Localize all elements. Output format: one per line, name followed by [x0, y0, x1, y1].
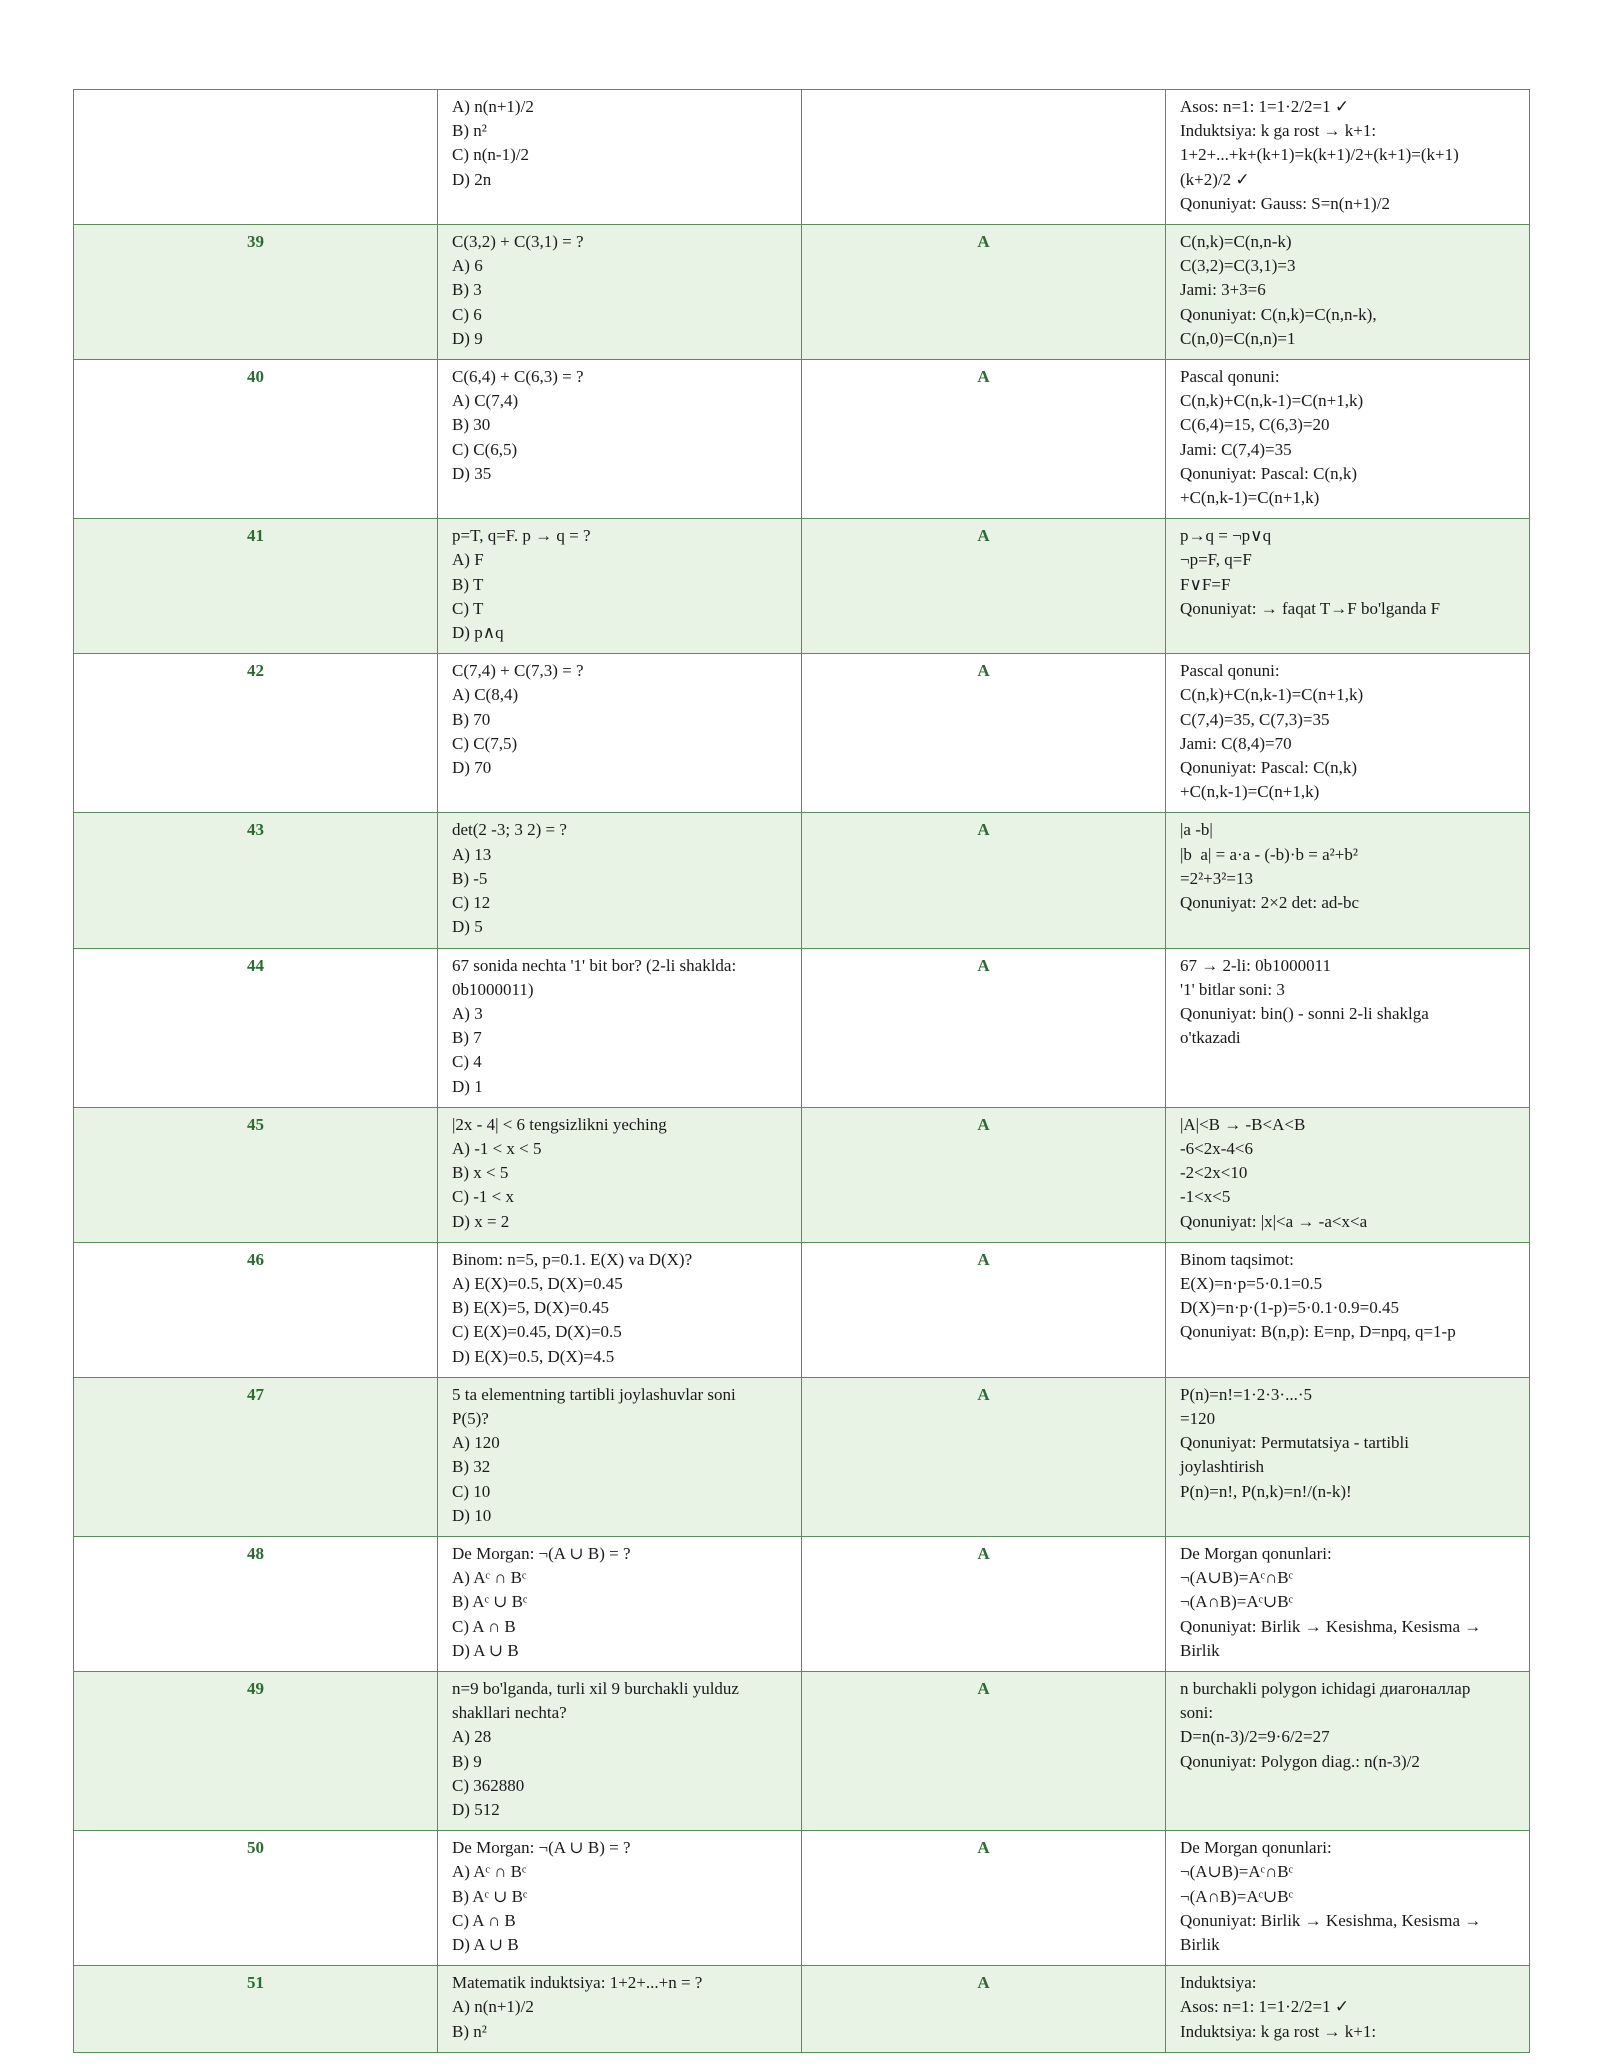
question-number: 41 [74, 519, 438, 654]
explanation-line: Qonuniyat: Birlik → Kesishma, Kesisma → [1180, 1616, 1482, 1636]
explanation-line: Qonuniyat: → faqat T→F bo'lganda F [1180, 598, 1441, 618]
answer-option: C) 12 [452, 893, 491, 913]
answer-option: C) 6 [452, 304, 482, 324]
question-cell [438, 948, 802, 1107]
question-cell [438, 360, 802, 519]
question-number: 46 [74, 1242, 438, 1377]
explanation-line: Qonuniyat: Pascal: C(n,k) [1180, 463, 1358, 483]
answer-option: A) F [452, 550, 484, 570]
answer-option: B) x < 5 [452, 1163, 509, 1183]
explanation-line: Induktsiya: [1180, 1973, 1257, 1993]
question-number: 49 [74, 1671, 438, 1830]
answer-option: D) 35 [452, 463, 492, 483]
explanation-line: ¬(A∪B)=Aᶜ∩Bᶜ [1180, 1568, 1293, 1588]
correct-answer: A [802, 1966, 1166, 2053]
answer-option: A) 3 [452, 1003, 483, 1023]
answer-option: C) C(7,5) [452, 733, 518, 753]
explanation-line: C(n,k)+C(n,k-1)=C(n+1,k) [1180, 391, 1364, 411]
correct-answer: A [802, 519, 1166, 654]
question-text: C(6,4) + C(6,3) = ? [452, 367, 584, 387]
answer-option: shakllari nechta? [452, 1703, 567, 1723]
explanation-line: C(3,2)=C(3,1)=3 [1180, 256, 1296, 276]
question-text: 67 sonida nechta '1' bit bor? (2-li shaklda: [452, 955, 737, 975]
answer-option: D) A ∪ B [452, 1640, 519, 1660]
correct-answer: A [802, 1377, 1166, 1536]
question-cell [438, 1831, 802, 1966]
question-cell [438, 1377, 802, 1536]
explanation-line: |b a| = a·a - (-b)·b = a²+b² [1180, 844, 1358, 864]
explanation-line: Qonuniyat: B(n,p): E=np, D=npq, q=1-p [1180, 1322, 1456, 1342]
explanation-line: +C(n,k-1)=C(n+1,k) [1180, 782, 1320, 802]
correct-answer: A [802, 225, 1166, 360]
explanation-cell [1166, 813, 1530, 948]
answer-option: D) 5 [452, 917, 483, 937]
explanation-cell [1166, 360, 1530, 519]
answer-option: A) C(7,4) [452, 391, 519, 411]
explanation-line: =2²+3²=13 [1180, 868, 1253, 888]
explanation-line: Binom taqsimot: [1180, 1249, 1294, 1269]
correct-answer: A [802, 813, 1166, 948]
table-row [74, 1242, 1530, 1377]
correct-answer: A [802, 1831, 1166, 1966]
question-number: 45 [74, 1107, 438, 1242]
answer-option: B) 70 [452, 709, 491, 729]
answer-option: A) E(X)=0.5, D(X)=0.45 [452, 1273, 623, 1293]
explanation-line: Induktsiya: k ga rost → k+1: [1180, 2021, 1377, 2041]
question-number [74, 90, 438, 225]
explanation-line: |A|<B → -B<A<B [1180, 1114, 1306, 1134]
explanation-cell [1166, 90, 1530, 225]
table-row [74, 90, 1530, 225]
explanation-line: ¬p=F, q=F [1180, 550, 1252, 570]
explanation-line: -6<2x-4<6 [1180, 1138, 1253, 1158]
explanation-line: Pascal qonuni: [1180, 367, 1280, 387]
explanation-line: ¬(A∩B)=Aᶜ∪Bᶜ [1180, 1592, 1293, 1612]
answer-option: A) 28 [452, 1727, 492, 1747]
table-row [74, 225, 1530, 360]
answer-option: A) 13 [452, 844, 492, 864]
explanation-cell [1166, 1966, 1530, 2053]
question-text: Binom: n=5, p=0.1. E(X) va D(X)? [452, 1249, 693, 1269]
explanation-line: '1' bitlar soni: 3 [1180, 979, 1285, 999]
explanation-cell [1166, 1671, 1530, 1830]
question-text: C(7,4) + C(7,3) = ? [452, 661, 584, 681]
table-row [74, 360, 1530, 519]
explanation-line: Qonuniyat: Polygon diag.: n(n-3)/2 [1180, 1751, 1420, 1771]
table-row [74, 1107, 1530, 1242]
explanation-line: C(n,0)=C(n,n)=1 [1180, 328, 1296, 348]
table-row [74, 1671, 1530, 1830]
question-text: De Morgan: ¬(A ∪ B) = ? [452, 1543, 631, 1563]
table-row [74, 519, 1530, 654]
table-row [74, 654, 1530, 813]
explanation-line: (k+2)/2 ✓ [1180, 169, 1250, 189]
explanation-line: 67 → 2-li: 0b1000011 [1180, 955, 1331, 975]
question-number: 44 [74, 948, 438, 1107]
explanation-line: De Morgan qonunlari: [1180, 1543, 1332, 1563]
explanation-line: C(n,k)+C(n,k-1)=C(n+1,k) [1180, 685, 1364, 705]
table-row [74, 948, 1530, 1107]
question-cell [438, 90, 802, 225]
correct-answer: A [802, 1107, 1166, 1242]
answer-option: B) 7 [452, 1028, 482, 1048]
question-cell [438, 1107, 802, 1242]
correct-answer [802, 90, 1166, 225]
explanation-line: Qonuniyat: bin() - sonni 2-li shaklga [1180, 1003, 1429, 1023]
question-text: |2x - 4| < 6 tengsizlikni yeching [452, 1114, 667, 1134]
table-row [74, 1536, 1530, 1671]
explanation-line: P(n)=n!=1·2·3·...·5 [1180, 1384, 1313, 1404]
question-cell [438, 813, 802, 948]
explanation-line: D(X)=n·p·(1-p)=5·0.1·0.9=0.45 [1180, 1298, 1400, 1318]
answer-option: A) 120 [452, 1433, 500, 1453]
explanation-line: Qonuniyat: Birlik → Kesishma, Kesisma → [1180, 1910, 1482, 1930]
explanation-line: -1<x<5 [1180, 1187, 1231, 1207]
correct-answer: A [802, 1671, 1166, 1830]
explanation-line: F∨F=F [1180, 574, 1231, 594]
question-number: 43 [74, 813, 438, 948]
answer-option: C) n(n-1)/2 [452, 145, 529, 165]
answer-option: B) T [452, 574, 484, 594]
question-cell [438, 1671, 802, 1830]
question-text: Matematik induktsiya: 1+2+...+n = ? [452, 1973, 703, 1993]
answer-option: 0b1000011) [452, 979, 534, 999]
explanation-line: Qonuniyat: Pascal: C(n,k) [1180, 758, 1358, 778]
explanation-line: -2<2x<10 [1180, 1163, 1248, 1183]
answer-option: A) Aᶜ ∩ Bᶜ [452, 1568, 527, 1588]
question-number: 47 [74, 1377, 438, 1536]
correct-answer: A [802, 1536, 1166, 1671]
answer-option: D) 2n [452, 169, 492, 189]
explanation-cell [1166, 225, 1530, 360]
explanation-line: Pascal qonuni: [1180, 661, 1280, 681]
answer-option: D) 9 [452, 328, 483, 348]
answer-option: D) 10 [452, 1505, 492, 1525]
questions-table [73, 89, 1530, 2053]
explanation-line: Qonuniyat: |x|<a → -a<x<a [1180, 1211, 1368, 1231]
answer-option: B) E(X)=5, D(X)=0.45 [452, 1298, 610, 1318]
answer-option: A) n(n+1)/2 [452, 97, 534, 116]
answer-option: D) A ∪ B [452, 1935, 519, 1955]
question-number: 48 [74, 1536, 438, 1671]
explanation-line: Asos: n=1: 1=1·2/2=1 ✓ [1180, 1997, 1350, 2017]
question-text: p=T, q=F. p → q = ? [452, 526, 591, 546]
explanation-line: E(X)=n·p=5·0.1=0.5 [1180, 1273, 1323, 1293]
answer-option: B) -5 [452, 868, 488, 888]
answer-option: C) 362880 [452, 1775, 525, 1795]
explanation-line: C(n,k)=C(n,n-k) [1180, 232, 1292, 252]
explanation-line: n burchakli polygon ichidagi диагоналлар [1180, 1678, 1471, 1698]
question-cell [438, 1242, 802, 1377]
table-row [74, 813, 1530, 948]
explanation-line: Qonuniyat: 2×2 det: ad-bc [1180, 893, 1360, 913]
answer-option: D) p∧q [452, 623, 504, 643]
explanation-line: +C(n,k-1)=C(n+1,k) [1180, 488, 1320, 508]
explanation-line: soni: [1180, 1703, 1214, 1723]
answer-option: D) 512 [452, 1800, 500, 1819]
explanation-line: p→q = ¬p∨q [1180, 526, 1272, 546]
question-number: 42 [74, 654, 438, 813]
answer-option: B) 32 [452, 1457, 491, 1477]
question-text: 5 ta elementning tartibli joylashuvlar soni [452, 1384, 736, 1404]
explanation-cell [1166, 654, 1530, 813]
answer-option: B) 30 [452, 415, 491, 435]
answer-option: C) E(X)=0.45, D(X)=0.5 [452, 1322, 622, 1342]
question-number: 40 [74, 360, 438, 519]
explanation-line: Jami: 3+3=6 [1180, 280, 1266, 300]
explanation-line: Asos: n=1: 1=1·2/2=1 ✓ [1180, 97, 1350, 116]
answer-option: A) n(n+1)/2 [452, 1997, 534, 2017]
explanation-cell [1166, 1831, 1530, 1966]
answer-option: B) n² [452, 2021, 487, 2041]
question-number: 50 [74, 1831, 438, 1966]
explanation-line: Jami: C(7,4)=35 [1180, 439, 1292, 459]
explanation-line: 1+2+...+k+(k+1)=k(k+1)/2+(k+1)=(k+1) [1180, 145, 1459, 165]
explanation-line: De Morgan qonunlari: [1180, 1838, 1332, 1858]
explanation-cell [1166, 519, 1530, 654]
explanation-line: Jami: C(8,4)=70 [1180, 733, 1292, 753]
explanation-line: |a -b| [1180, 820, 1213, 840]
explanation-line: =120 [1180, 1408, 1216, 1428]
question-number: 51 [74, 1966, 438, 2053]
answer-option: A) 6 [452, 256, 483, 276]
explanation-line: D=n(n-3)/2=9·6/2=27 [1180, 1727, 1330, 1747]
question-text: det(2 -3; 3 2) = ? [452, 820, 567, 840]
answer-option: C) C(6,5) [452, 439, 518, 459]
correct-answer: A [802, 1242, 1166, 1377]
explanation-line: Birlik [1180, 1640, 1220, 1660]
explanation-line: ¬(A∩B)=Aᶜ∪Bᶜ [1180, 1886, 1293, 1906]
answer-option: D) 70 [452, 758, 492, 778]
explanation-cell [1166, 1377, 1530, 1536]
explanation-line: Qonuniyat: Gauss: S=n(n+1)/2 [1180, 193, 1390, 213]
table-row [74, 1966, 1530, 2053]
answer-option: A) C(8,4) [452, 685, 519, 705]
answer-option: B) 9 [452, 1751, 482, 1771]
answer-option: B) 3 [452, 280, 482, 300]
explanation-line: C(7,4)=35, C(7,3)=35 [1180, 709, 1330, 729]
answer-option: C) A ∩ B [452, 1910, 516, 1930]
answer-option: D) E(X)=0.5, D(X)=4.5 [452, 1346, 615, 1366]
explanation-line: Induktsiya: k ga rost → k+1: [1180, 121, 1377, 141]
question-text: n=9 bo'lganda, turli xil 9 burchakli yulduz [452, 1678, 739, 1698]
questions-table-body [74, 90, 1530, 2053]
explanation-cell [1166, 1242, 1530, 1377]
question-cell [438, 225, 802, 360]
explanation-line: joylashtirish [1180, 1457, 1265, 1477]
explanation-line: Qonuniyat: C(n,k)=C(n,n-k), [1180, 304, 1377, 324]
explanation-cell [1166, 1536, 1530, 1671]
table-row [74, 1831, 1530, 1966]
answer-option: P(5)? [452, 1408, 489, 1428]
question-cell [438, 1536, 802, 1671]
answer-option: C) 4 [452, 1052, 482, 1072]
explanation-line: C(6,4)=15, C(6,3)=20 [1180, 415, 1330, 435]
question-text: De Morgan: ¬(A ∪ B) = ? [452, 1838, 631, 1858]
question-text: C(3,2) + C(3,1) = ? [452, 232, 584, 252]
answer-option: B) n² [452, 121, 487, 141]
question-cell [438, 1966, 802, 2053]
answer-option: A) -1 < x < 5 [452, 1138, 542, 1158]
answer-option: C) A ∩ B [452, 1616, 516, 1636]
answer-option: C) -1 < x [452, 1187, 514, 1207]
explanation-cell [1166, 948, 1530, 1107]
explanation-line: P(n)=n!, P(n,k)=n!/(n-k)! [1180, 1481, 1352, 1501]
answer-option: D) 1 [452, 1076, 483, 1096]
explanation-line: Qonuniyat: Permutatsiya - tartibli [1180, 1433, 1409, 1453]
correct-answer: A [802, 360, 1166, 519]
answer-option: B) Aᶜ ∪ Bᶜ [452, 1592, 528, 1612]
explanation-cell [1166, 1107, 1530, 1242]
question-cell [438, 519, 802, 654]
question-cell [438, 654, 802, 813]
explanation-line: o'tkazadi [1180, 1028, 1241, 1048]
answer-option: D) x = 2 [452, 1211, 510, 1231]
explanation-line: Birlik [1180, 1935, 1220, 1955]
table-row [74, 1377, 1530, 1536]
answer-option: B) Aᶜ ∪ Bᶜ [452, 1886, 528, 1906]
correct-answer: A [802, 654, 1166, 813]
answer-option: C) T [452, 598, 484, 618]
correct-answer: A [802, 948, 1166, 1107]
answer-option: A) Aᶜ ∩ Bᶜ [452, 1862, 527, 1882]
question-number: 39 [74, 225, 438, 360]
explanation-line: ¬(A∪B)=Aᶜ∩Bᶜ [1180, 1862, 1293, 1882]
answer-option: C) 10 [452, 1481, 491, 1501]
